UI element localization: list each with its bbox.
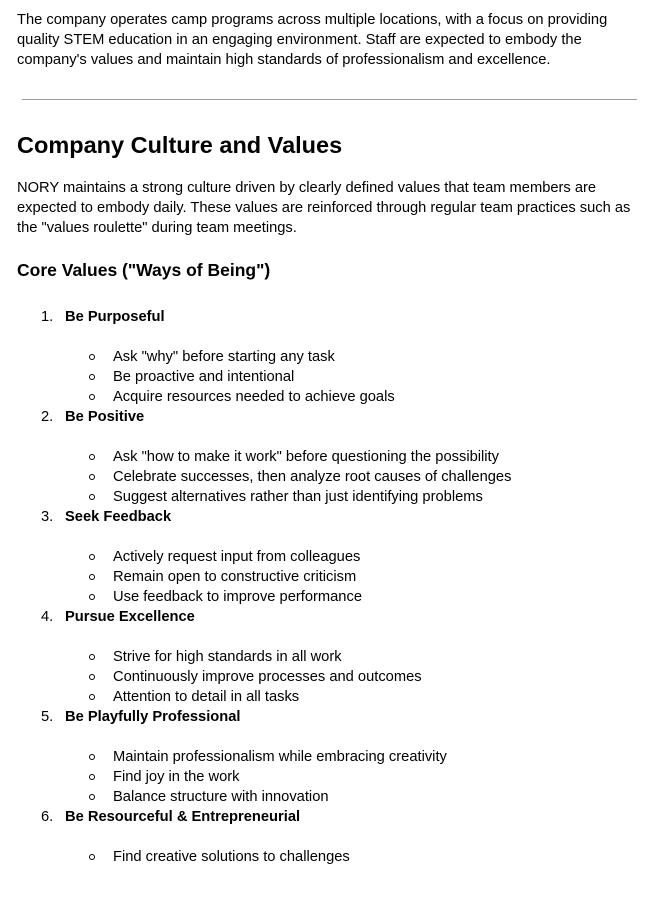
- hollow-bullet-icon: [89, 354, 95, 360]
- core-value-item: [17, 607, 637, 707]
- hollow-bullet-icon: [89, 494, 95, 500]
- hollow-bullet-icon: [89, 474, 95, 480]
- core-value-item: [17, 807, 637, 907]
- behavior-text: Ask "how to make it work" before questioning the possibility: [113, 449, 499, 465]
- behavior-text: Actively request input from colleagues: [113, 549, 361, 565]
- hollow-bullet-icon: [89, 374, 95, 380]
- hollow-bullet-icon: [89, 654, 95, 660]
- behavior-text: Balance structure with innovation: [113, 789, 329, 805]
- behavior-text: Use feedback to improve performance: [113, 589, 362, 605]
- behavior-text: Maintain professionalism while embracing creativity: [113, 749, 447, 765]
- behavior-text: Celebrate successes, then analyze root causes of challenges: [113, 469, 512, 485]
- behavior-text: Remain open to constructive criticism: [113, 569, 357, 585]
- section-title: Company Culture and Values: [17, 132, 343, 158]
- hollow-bullet-icon: [89, 774, 95, 780]
- core-value-item: [17, 407, 637, 507]
- core-value-item: [17, 307, 637, 407]
- core-value-name: Seek Feedback: [65, 509, 172, 525]
- document-body: [17, 10, 637, 865]
- core-value-name: Be Playfully Professional: [65, 709, 241, 725]
- behavior-text: Suggest alternatives rather than just identifying problems: [113, 489, 483, 505]
- list-number: 6.: [41, 809, 54, 825]
- core-value-item: [17, 707, 637, 807]
- hollow-bullet-icon: [89, 754, 95, 760]
- hollow-bullet-icon: [89, 674, 95, 680]
- hollow-bullet-icon: [89, 394, 95, 400]
- behavior-text: Ask "why" before starting any task: [113, 349, 335, 365]
- behavior-text: Find joy in the work: [113, 769, 240, 785]
- section-intro-paragraph: NORY maintains a strong culture driven by clearly defined values that team members are expected to embody daily. These values are reinforced through regular team practices such as the "values roulette" during team meetings.: [17, 180, 631, 236]
- list-number: 5.: [41, 709, 54, 725]
- list-number: 1.: [41, 309, 54, 325]
- list-number: 4.: [41, 609, 54, 625]
- behavior-text: Find creative solutions to challenges: [113, 849, 350, 865]
- core-values-heading: Core Values ("Ways of Being"): [17, 260, 271, 280]
- list-number: 2.: [41, 409, 54, 425]
- hollow-bullet-icon: [89, 554, 95, 560]
- behavior-text: Acquire resources needed to achieve goals: [113, 389, 395, 405]
- behavior-text: Strive for high standards in all work: [113, 649, 342, 665]
- hollow-bullet-icon: [89, 694, 95, 700]
- behavior-text: Attention to detail in all tasks: [113, 689, 300, 705]
- hollow-bullet-icon: [89, 574, 95, 580]
- core-value-item: [17, 507, 637, 607]
- list-number: 3.: [41, 509, 54, 525]
- core-value-name: Be Purposeful: [65, 309, 165, 325]
- core-values-list: [17, 307, 637, 907]
- behavior-text: Continuously improve processes and outcomes: [113, 669, 422, 685]
- core-value-name: Pursue Excellence: [65, 609, 195, 625]
- opening-paragraph: The company operates camp programs across multiple locations, with a focus on providing quality STEM education in an engaging environment. Staff are expected to embody the company's values and maintain high standards of professionalism and excellence.: [17, 12, 608, 68]
- hollow-bullet-icon: [89, 594, 95, 600]
- hollow-bullet-icon: [89, 854, 95, 860]
- hollow-bullet-icon: [89, 794, 95, 800]
- core-value-name: Be Positive: [65, 409, 145, 425]
- behavior-text: Be proactive and intentional: [113, 369, 295, 385]
- horizontal-divider: [22, 99, 637, 100]
- core-value-name: Be Resourceful & Entrepreneurial: [65, 809, 301, 825]
- hollow-bullet-icon: [89, 454, 95, 460]
